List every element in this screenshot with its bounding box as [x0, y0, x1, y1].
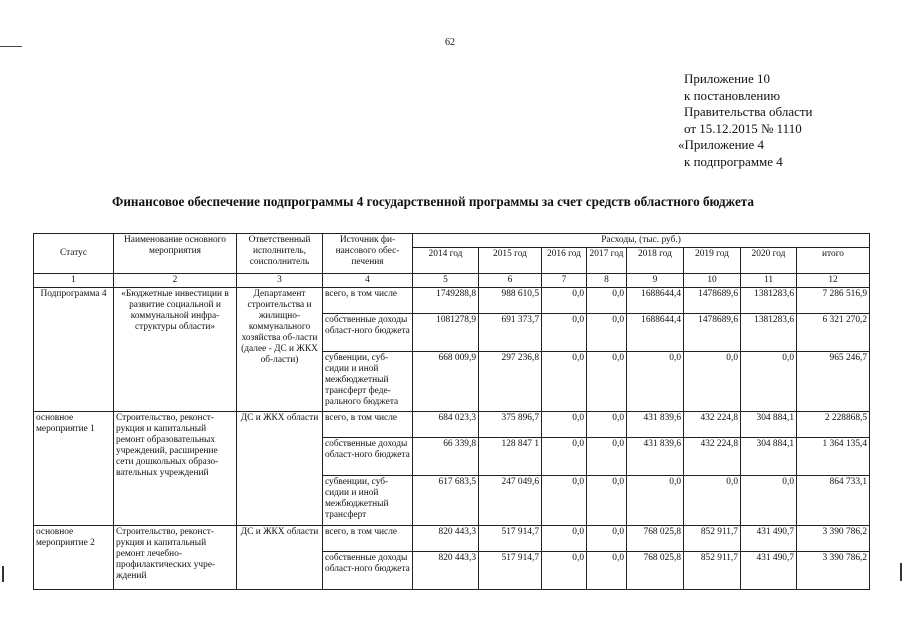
value-cell: 247 049,6 [479, 476, 542, 526]
value-cell: 0,0 [587, 288, 627, 314]
column-index: 5 [413, 274, 479, 288]
measure-cell: Строительство, реконст-рукция и капитальный ремонт образовательных учреждений, расширение сети дошкольных образо-вательных учреждений [114, 412, 237, 526]
value-cell: 1381283,6 [741, 314, 797, 352]
column-index-row [34, 274, 870, 288]
value-cell: 0,0 [587, 552, 627, 590]
budget-table [33, 233, 870, 590]
table-row [34, 526, 870, 552]
value-cell: 1688644,4 [627, 288, 684, 314]
source-cell: всего, в том числе [323, 288, 413, 314]
value-cell: 0,0 [542, 288, 587, 314]
value-cell: 304 884,1 [741, 412, 797, 438]
header-year: 2020 год [741, 248, 797, 274]
value-cell: 431 839,6 [627, 412, 684, 438]
value-cell: 0,0 [542, 314, 587, 352]
value-cell: 375 896,7 [479, 412, 542, 438]
header-year: 2014 год [413, 248, 479, 274]
value-cell: 864 733,1 [797, 476, 870, 526]
value-cell: 0,0 [684, 476, 741, 526]
page-number: 62 [445, 37, 455, 48]
header-year: 2016 год [542, 248, 587, 274]
value-cell: 1478689,6 [684, 314, 741, 352]
source-cell: собственные доходы област-ного бюджета [323, 438, 413, 476]
column-index: 12 [797, 274, 870, 288]
column-index: 9 [627, 274, 684, 288]
value-cell: 517 914,7 [479, 552, 542, 590]
value-cell: 768 025,8 [627, 526, 684, 552]
value-cell: 1688644,4 [627, 314, 684, 352]
status-cell: Подпрограмма 4 [34, 288, 114, 412]
appendix-line: Приложение 10 [684, 71, 771, 86]
value-cell: 820 443,3 [413, 552, 479, 590]
value-cell: 128 847 1 [479, 438, 542, 476]
header-executor: Ответственный исполнитель, соисполнитель [237, 234, 323, 274]
value-cell: 0,0 [627, 352, 684, 412]
source-cell: всего, в том числе [323, 526, 413, 552]
appendix-line: к подпрограмме 4 [684, 153, 783, 169]
header-year: 2017 год [587, 248, 627, 274]
table-header-row [34, 234, 870, 248]
source-cell: собственные доходы област-ного бюджета [323, 314, 413, 352]
value-cell: 517 914,7 [479, 526, 542, 552]
value-cell: 820 443,3 [413, 526, 479, 552]
executor-cell: ДС и ЖКХ области [237, 412, 323, 526]
header-year: 2015 год [479, 248, 542, 274]
value-cell: 0,0 [542, 552, 587, 590]
value-cell: 0,0 [542, 352, 587, 412]
value-cell: 431 839,6 [627, 438, 684, 476]
status-cell: основное мероприятие 1 [34, 412, 114, 526]
value-cell: 6 321 270,2 [797, 314, 870, 352]
value-cell: 66 339,8 [413, 438, 479, 476]
value-cell: 7 286 516,9 [797, 288, 870, 314]
header-year: 2018 год [627, 248, 684, 274]
column-index: 8 [587, 274, 627, 288]
measure-cell: «Бюджетные инвестиции в развитие социальной и коммунальной инфра-структуры области» [114, 288, 237, 412]
scan-edge-mark-left [2, 566, 4, 582]
value-cell: 852 911,7 [684, 526, 741, 552]
column-index: 11 [741, 274, 797, 288]
value-cell: 297 236,8 [479, 352, 542, 412]
value-cell: 0,0 [627, 476, 684, 526]
value-cell: 3 390 786,2 [797, 552, 870, 590]
value-cell: 432 224,8 [684, 412, 741, 438]
value-cell: 2 228868,5 [797, 412, 870, 438]
value-cell: 988 610,5 [479, 288, 542, 314]
value-cell: 0,0 [542, 412, 587, 438]
value-cell: 0,0 [587, 314, 627, 352]
value-cell: 0,0 [741, 476, 797, 526]
value-cell: 0,0 [741, 352, 797, 412]
executor-cell: Департамент строительства и жилищно-коммунального хозяйства об-ласти (далее - ДС и ЖКХ об-ласти) [237, 288, 323, 412]
value-cell: 617 683,5 [413, 476, 479, 526]
value-cell: 1749288,8 [413, 288, 479, 314]
column-index: 4 [323, 274, 413, 288]
column-index: 3 [237, 274, 323, 288]
appendix-line: «Приложение 4 [678, 137, 765, 152]
column-index: 2 [114, 274, 237, 288]
value-cell: 304 884,1 [741, 438, 797, 476]
column-index: 7 [542, 274, 587, 288]
value-cell: 0,0 [542, 438, 587, 476]
value-cell: 0,0 [587, 438, 627, 476]
header-expenses: Расходы, (тыс. руб.) [413, 234, 870, 248]
header-year: 2019 год [684, 248, 741, 274]
value-cell: 1 364 135,4 [797, 438, 870, 476]
header-status: Статус [34, 234, 114, 274]
value-cell: 432 224,8 [684, 438, 741, 476]
document-title: Финансовое обеспечение подпрограммы 4 государственной программы за счет средств областного бюджета [112, 194, 755, 209]
header-source: Источник фи-нансового обес-печения [323, 234, 413, 274]
executor-cell: ДС и ЖКХ области [237, 526, 323, 590]
value-cell: 1478689,6 [684, 288, 741, 314]
value-cell: 0,0 [587, 476, 627, 526]
appendix-block [678, 71, 813, 170]
table-row [34, 288, 870, 314]
value-cell: 691 373,7 [479, 314, 542, 352]
value-cell: 0,0 [587, 352, 627, 412]
table-row [34, 412, 870, 438]
scan-edge-mark-right [900, 563, 902, 581]
header-measure: Наименование основного мероприятия [114, 234, 237, 274]
appendix-line: Правительства области [684, 104, 813, 119]
value-cell: 3 390 786,2 [797, 526, 870, 552]
source-cell: субвенции, суб-сидии и иной межбюджетный трансферт [323, 476, 413, 526]
header-total: итого [797, 248, 870, 274]
status-cell: основное мероприятие 2 [34, 526, 114, 590]
value-cell: 684 023,3 [413, 412, 479, 438]
value-cell: 0,0 [684, 352, 741, 412]
source-cell: всего, в том числе [323, 412, 413, 438]
value-cell: 1081278,9 [413, 314, 479, 352]
column-index: 6 [479, 274, 542, 288]
value-cell: 431 490,7 [741, 526, 797, 552]
appendix-line: к постановлению [684, 87, 781, 103]
value-cell: 852 911,7 [684, 552, 741, 590]
source-cell: субвенции, суб-сидии и иной межбюджетный трансферт феде-рального бюджета [323, 352, 413, 412]
value-cell: 0,0 [542, 526, 587, 552]
value-cell: 965 246,7 [797, 352, 870, 412]
value-cell: 431 490,7 [741, 552, 797, 590]
column-index: 1 [34, 274, 114, 288]
value-cell: 668 009,9 [413, 352, 479, 412]
value-cell: 1381283,6 [741, 288, 797, 314]
column-index: 10 [684, 274, 741, 288]
value-cell: 0,0 [587, 412, 627, 438]
margin-rule [0, 46, 22, 47]
value-cell: 768 025,8 [627, 552, 684, 590]
value-cell: 0,0 [542, 476, 587, 526]
appendix-line: от 15.12.2015 № 1110 [684, 120, 802, 136]
value-cell: 0,0 [587, 526, 627, 552]
measure-cell: Строительство, реконст-рукция и капитальный ремонт лечебно-профилактических учре-ждений [114, 526, 237, 590]
source-cell: собственные доходы област-ного бюджета [323, 552, 413, 590]
